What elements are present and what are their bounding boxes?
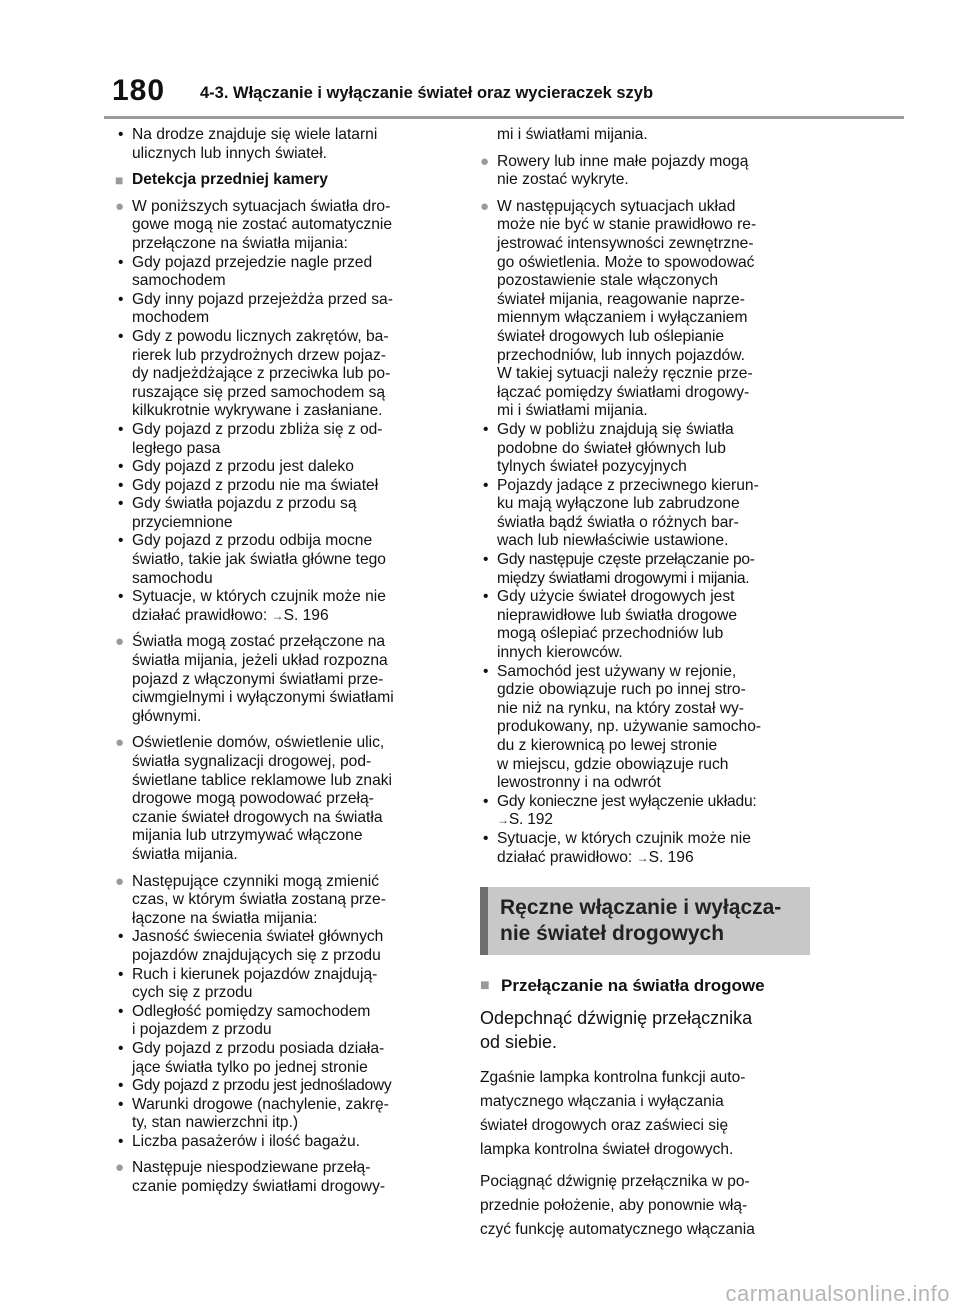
text-line: nie zostać wykryte. <box>497 171 629 189</box>
text-line: mijania lub utrzymywać włączone <box>132 827 363 845</box>
arrow-icon: → <box>636 850 649 865</box>
title-line: Ręczne włączanie i wyłącza- <box>500 896 782 920</box>
paragraph <box>115 633 475 726</box>
text-line: • Gdy użycie świateł drogowych jest <box>497 588 735 606</box>
text-line: produkowany, np. używanie samocho- <box>497 718 762 736</box>
text-line <box>132 607 475 626</box>
text-line: • Samochód jest używany w rejonie, <box>497 662 737 680</box>
text-line: matycznego włączania i wyłączania <box>480 1092 724 1110</box>
text-line: • Warunki drogowe (nachylenie, zakrę- <box>132 1095 389 1113</box>
text-line: Pociągnąć dźwignię przełącznika w po- <box>480 1172 750 1190</box>
list-item <box>115 1096 475 1133</box>
page-reference-link[interactable]: S. 196 <box>648 848 694 866</box>
paragraph <box>115 1159 475 1196</box>
text-line: innych kierowców. <box>497 644 623 662</box>
text-line: • Na drodze znajduje się wiele latarni <box>132 126 378 143</box>
list-item <box>115 254 475 291</box>
text-line: wach lub niewłaściwie ustawione. <box>497 532 729 550</box>
section-title-box <box>480 887 810 955</box>
text-line: gdzie obowiązuje ruch po innej stro- <box>497 681 746 699</box>
text-line: i pojazdem z przodu <box>132 1021 272 1039</box>
right-column <box>480 126 810 1250</box>
text-line: • Gdy następuje częste przełączanie po- <box>497 551 755 569</box>
text-line: • Gdy pojazd z przodu odbija mocne <box>132 532 373 550</box>
text-line: pojazd z włączonymi światłami prze- <box>132 670 384 688</box>
text-line: czyć funkcję automatycznego włączania <box>480 1220 755 1238</box>
text-line: kilkukrotnie wykrywane i zasłaniane. <box>132 402 383 420</box>
text-line <box>497 811 810 830</box>
paragraph <box>115 873 475 929</box>
text-line: • Gdy pojazd z przodu zbliża się z od- <box>132 420 383 438</box>
list-item <box>115 532 475 588</box>
text-line: ty, stan nawierzchni itp.) <box>132 1114 299 1132</box>
header-rule <box>104 116 904 119</box>
text-line: du z kierownicą po lewej stronie <box>497 737 718 754</box>
text-span: działać prawidłowo: <box>497 848 633 866</box>
page-number: 180 <box>112 74 166 107</box>
text-line: • Liczba pasażerów i ilość bagażu. <box>132 1132 360 1150</box>
text-line: w miejscu, gdzie obowiązuje ruch <box>497 755 729 773</box>
paragraph <box>115 734 475 864</box>
watermark: carmanualsonline.info <box>725 1281 950 1306</box>
text-line: Zgaśnie lampka kontrolna funkcji auto- <box>480 1068 746 1086</box>
text-line: • Ruch i kierunek pojazdów znajdują- <box>132 965 378 983</box>
text-line: ● Następujące czynniki mogą zmienić <box>132 872 380 890</box>
text-line: czanie pomiędzy światłami drogowy- <box>132 1178 386 1196</box>
text-line: między światłami drogowymi i mijania. <box>497 569 750 587</box>
list-item <box>480 830 810 867</box>
list-item <box>480 588 810 662</box>
text-line: ● W następujących sytuacjach układ <box>497 197 736 215</box>
list-item <box>115 477 475 496</box>
page-reference-link[interactable]: S. 192 <box>508 811 553 829</box>
text-line: ● Rowery lub inne małe pojazdy mogą <box>497 152 749 170</box>
text-line: samochodu <box>132 569 213 587</box>
text-line: • Gdy pojazd z przodu posiada działa- <box>132 1039 385 1057</box>
list-item <box>115 458 475 477</box>
text-line: • Odległość pomiędzy samochodem <box>132 1002 371 1020</box>
text-line: od siebie. <box>480 1031 558 1052</box>
bullet-list <box>115 254 475 626</box>
text-line: ● Następuje niespodziewane przełą- <box>132 1159 371 1177</box>
list-item <box>480 421 810 477</box>
paragraph-continuation: mi i światłami mijania. <box>497 126 648 143</box>
text-line: łączone na światła mijania: <box>132 909 318 927</box>
text-line: czanie świateł drogowych na światła <box>132 808 383 826</box>
text-span: działać prawidłowo: <box>132 606 268 624</box>
text-line: pozostawienie stale włączonych <box>497 272 719 290</box>
text-line: światła bądź światła o różnych bar- <box>497 513 739 531</box>
list-item <box>115 291 475 328</box>
text-line: światła sygnalizacji drogowej, pod- <box>132 753 372 770</box>
page-reference-link[interactable]: S. 196 <box>283 606 329 624</box>
text-line: świateł drogowych oraz zaświeci się <box>480 1116 729 1134</box>
text-line: łączać pomiędzy światłami drogowy- <box>497 383 750 401</box>
text-line: rierek lub przydrożnych drzew pojaz- <box>132 346 386 364</box>
text-line: światło, takie jak światła główne tego <box>132 551 386 569</box>
text-line: tylnych świateł pozycyjnych <box>497 458 687 476</box>
text-line: dy nadjeżdżające z przeciwka lub po- <box>132 365 391 383</box>
list-item <box>115 495 475 532</box>
text-line: • Gdy z powodu licznych zakrętów, ba- <box>132 327 389 345</box>
text-line: • Gdy inny pojazd przejeżdża przed sa- <box>132 290 393 308</box>
list-item <box>115 421 475 458</box>
arrow-icon: → <box>271 608 284 623</box>
paragraph <box>480 198 810 421</box>
text-line: • Gdy pojazd przejedzie nagle przed <box>132 253 373 271</box>
text-line: świateł mijania, reagowanie naprze- <box>497 290 745 308</box>
list-item <box>115 928 475 965</box>
list-item <box>480 663 810 793</box>
text-line: światła mijania, jeżeli układ rozpozna <box>132 652 388 670</box>
text-line: • Gdy w pobliżu znajdują się światła <box>497 420 734 438</box>
text-line: przednie położenie, aby ponownie włą- <box>480 1196 748 1214</box>
text-line: ulicznych lub innych świateł. <box>132 144 328 162</box>
list-item <box>115 328 475 421</box>
section-heading-high-beam: ■ Przełączanie na światła drogowe <box>480 977 810 996</box>
left-column <box>115 126 475 1205</box>
paragraph <box>480 1066 810 1162</box>
paragraph <box>115 198 475 254</box>
text-line: światła mijania. <box>132 845 238 863</box>
section-heading-camera: ■ Detekcja przedniej kamery <box>115 171 475 190</box>
text-line: • Jasność świecenia świateł głównych <box>132 928 384 946</box>
text-line: mochodem <box>132 309 210 327</box>
paragraph <box>480 1170 810 1242</box>
text-line: przechodniów, lub innych pojazdów. <box>497 346 745 364</box>
text-line: jące światła tylko po jednej stronie <box>132 1058 368 1076</box>
list-item <box>115 1133 475 1152</box>
text-line: podobne do świateł głównych lub <box>497 439 726 457</box>
instruction-step <box>480 1006 810 1054</box>
text-line: • Gdy światła pojazdu z przodu są <box>132 495 357 513</box>
text-line: miennym włączaniem i wyłączaniem <box>497 309 748 327</box>
text-line: • Gdy konieczne jest wyłączenie układu: <box>497 792 757 810</box>
text-line: ruszające się przed samochodem są <box>132 383 386 401</box>
text-line: • Pojazdy jadące z przeciwnego kierun- <box>497 476 759 494</box>
list-item <box>480 551 810 588</box>
text-line: drogowe mogą powodować przełą- <box>132 790 374 808</box>
text-line: Odepchnąć dźwignię przełącznika <box>480 1007 753 1028</box>
text-line: świetlane tablice reklamowe lub znaki <box>132 771 393 789</box>
list-item <box>115 1040 475 1077</box>
paragraph <box>480 153 810 190</box>
text-line: świateł drogowych lub oślepianie <box>497 327 725 345</box>
text-line: ciwmgielnymi i wyłączonymi światłami <box>132 689 394 707</box>
text-line: jestrować intensywności zewnętrzne- <box>497 234 754 252</box>
text-line: może nie być w stanie prawidłowo re- <box>497 216 757 234</box>
text-line: mi i światłami mijania. <box>497 402 648 420</box>
list-item <box>115 1077 475 1096</box>
text-line: • Gdy pojazd z przodu jest jednośladowy <box>132 1077 392 1095</box>
text-line: cych się z przodu <box>132 984 253 1002</box>
text-line: głównymi. <box>132 707 202 725</box>
text-line: gowe mogą nie zostać automatycznie <box>132 216 393 234</box>
text-line: przyciemnione <box>132 513 233 531</box>
text-line: ● Oświetlenie domów, oświetlenie ulic, <box>132 734 385 752</box>
arrow-icon: → <box>497 813 509 828</box>
bullet-list <box>115 928 475 1151</box>
text-line: ● Światła mogą zostać przełączone na <box>132 633 386 651</box>
text-line: W takiej sytuacji należy ręcznie prze- <box>497 365 753 383</box>
text-line: • Gdy pojazd z przodu jest daleko <box>132 458 354 476</box>
title-line: nie świateł drogowych <box>500 922 725 946</box>
list-item <box>115 588 475 625</box>
chapter-title: 4-3. Włączanie i wyłączanie świateł oraz wycieraczek szyb <box>200 84 654 102</box>
text-line: go oświetlenia. Może to spowodować <box>497 253 755 271</box>
list-item <box>480 477 810 551</box>
text-line: przełączone na światła mijania: <box>132 234 348 252</box>
list-item <box>115 1003 475 1040</box>
text-line: pojazdów znajdujących się z przodu <box>132 946 381 964</box>
list-item <box>115 966 475 1003</box>
bullet-list <box>480 421 810 867</box>
text-line: lewostronny i na odwrót <box>497 774 661 792</box>
text-line: • Sytuacje, w których czujnik może nie <box>497 829 751 847</box>
text-line: samochodem <box>132 272 226 290</box>
text-line: mogą oślepiać przechodniów lub <box>497 625 724 643</box>
text-line: ku mają wyłączone lub zabrudzone <box>497 495 740 513</box>
text-line: nieprawidłowe lub światła drogowe <box>497 606 738 624</box>
text-line: czas, w którym światła zostaną prze- <box>132 891 386 909</box>
text-line: ległego pasa <box>132 439 221 457</box>
text-line: lampka kontrolna świateł drogowych. <box>480 1140 734 1158</box>
text-line: nie niż na rynku, na który został wy- <box>497 699 745 717</box>
text-line: ● W poniższych sytuacjach światła dro- <box>132 197 391 215</box>
list-item <box>115 126 475 163</box>
text-line: • Gdy pojazd z przodu nie ma świateł <box>132 476 379 494</box>
text-line: • Sytuacje, w których czujnik może nie <box>132 588 386 606</box>
list-item <box>480 793 810 830</box>
text-line <box>497 849 810 868</box>
